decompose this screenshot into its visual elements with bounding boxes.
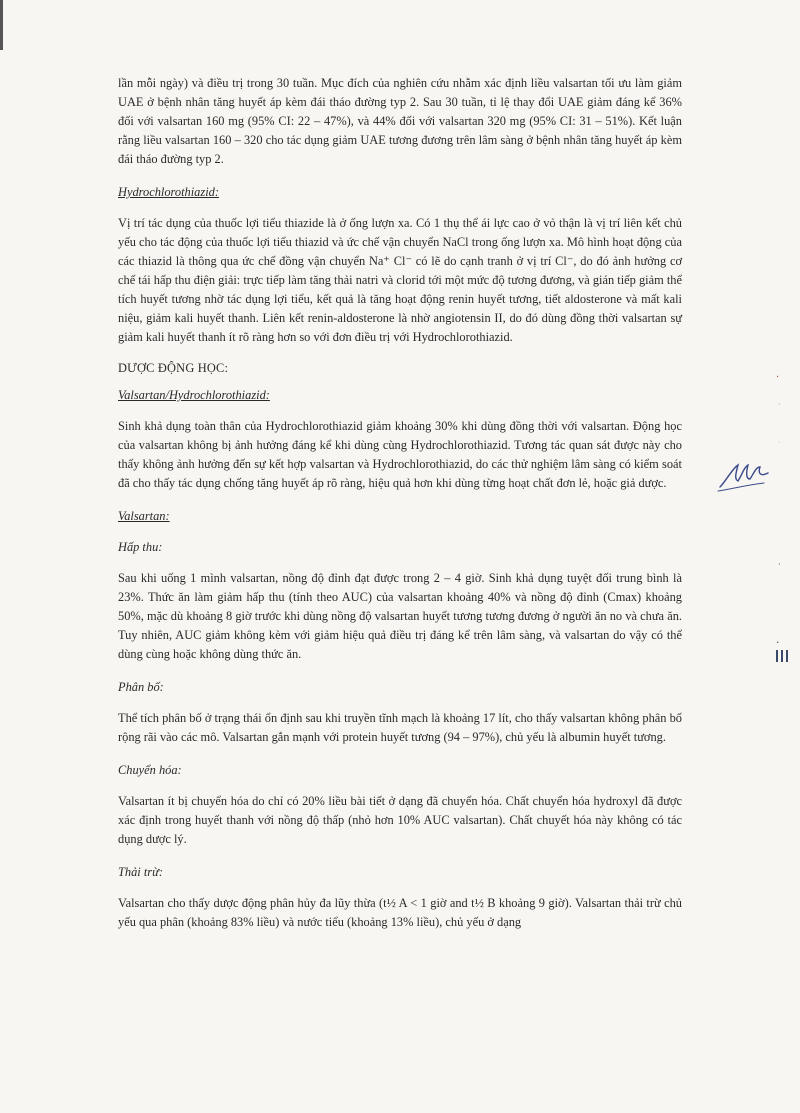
margin-stamp-fragment [776,650,778,662]
heading-elimination: Thải trừ: [118,865,163,879]
paragraph-combo-bioavailability: Sinh khả dụng toàn thân của Hydrochlorothiazid giảm khoảng 30% khi dùng đồng thời với valsartan. Động học của valsartan không bị ảnh hưởng đáng kể khi dùng cùng Hydrochlorothiazid. Tương tác quan sát được này cho thấy không ảnh hưởng đến sự kết hợp valsartan và Hydrochlorothiazid, do các thử nghiệm lâm sàng có kiểm soát đã cho thấy tác dụng chống tăng huyết áp rõ ràng, hiệu quả hơn khi dùng từng hoạt chất đơn lẻ, hoặc giả dược. [118,419,682,490]
paragraph-distribution: Thể tích phân bố ở trạng thái ổn định sau khi truyền tĩnh mạch là khoảng 17 lít, cho thấy valsartan không phân bố rộng rãi vào các mô. Valsartan gắn mạnh với protein huyết tương (94 – 97%), chủ yếu là albumin huyết tương. [118,711,682,744]
margin-stamp-fragment [786,650,788,662]
margin-stamp-fragment: · [776,372,780,383]
margin-stamp-fragment: · [778,560,781,570]
paragraph-metabolism: Valsartan ít bị chuyển hóa do chỉ có 20% liều bài tiết ở dạng đã chuyển hóa. Chất chuyển hóa hydroxyl đã được xác định trong huyết thanh với nồng độ thấp (nhỏ hơn 10% AUC valsartan). Chất chuyết hóa này không có tác dụng dược lý. [118,794,682,846]
heading-distribution: Phân bố: [118,680,164,694]
heading-pharmacokinetics: DƯỢC ĐỘNG HỌC: [118,361,229,375]
heading-valsartan-hctz: Valsartan/Hydrochlorothiazid: [118,388,270,402]
signature-icon [716,455,772,495]
paragraph-hctz-mechanism: Vị trí tác dụng của thuốc lợi tiểu thiazide là ở ống lượn xa. Có 1 thụ thể ái lực cao ở vỏ thận là vị trí liên kết chủ yếu cho tác động của thuốc lợi tiểu thiazid và ức chế vận chuyển NaCl trong ống lượn xa. Mô hình hoạt động của các thiazid là thông qua ức chế đồng vận chuyển Na⁺ Cl⁻ có lẽ do cạnh tranh ở vị trí Cl⁻, do đó ảnh hưởng cơ chế tái hấp thu điện giải: trực tiếp làm tăng thải natri và clorid tới một mức độ tương đương, và gián tiếp giảm thể tích huyết tương nhờ tác dụng lợi tiểu, kết quả là tăng hoạt động renin huyết tương, tiết aldosterone và mất kali niệu, giảm kali huyết thanh. Liên kết renin-aldosterone là nhờ angiotensin II, do đó dùng đồng thời valsartan sự giảm kali huyết thanh ít rõ ràng hơn so với đơn điều trị với Hydrochlorothiazid. [118,216,682,344]
margin-stamp-fragment: · [776,636,780,649]
scan-edge-mark [0,0,3,50]
paragraph-uae-study: lần mỗi ngày) và điều trị trong 30 tuần. Mục đích của nghiên cứu nhằm xác định liều valsartan tối ưu làm giảm UAE ở bệnh nhân tăng huyết áp kèm đái tháo đường typ 2. Sau 30 tuần, tỉ lệ thay đổi UAE giảm đáng kể 36% đối với valsartan 160 mg (95% CI: 22 – 47%), và 44% đối với valsartan 320 mg (95% CI: 31 – 51%). Kết luận rằng liều valsartan 160 – 320 cho tác dụng giảm UAE tương đương trên lâm sàng ở bệnh nhân tăng huyết áp kèm đái tháo đường typ 2. [118,76,682,166]
paragraph-absorption: Sau khi uống 1 mình valsartan, nồng độ đỉnh đạt được trong 2 – 4 giờ. Sinh khả dụng tuyệt đối trung bình là 23%. Thức ăn làm giảm hấp thu (tính theo AUC) của valsartan khoảng 40% và nồng độ đỉnh (Cmax) khoảng 50%, mặc dù khoảng 8 giờ trước khi dùng nồng độ valsartan huyết tương tương đương ở người ăn no và chưa ăn. Tuy nhiên, AUC giảm không kèm với giảm hiệu quả điều trị đáng kể trên lâm sàng, và valsartan do vậy có thể dùng cùng hoặc không dùng thức ăn. [118,571,682,661]
heading-metabolism: Chuyển hóa: [118,763,182,777]
margin-stamp-fragment: · [778,400,781,409]
heading-absorption: Hấp thu: [118,540,163,554]
paragraph-elimination: Valsartan cho thấy dược động phân hủy đa lũy thừa (t½ A < 1 giờ and t½ B khoảng 9 giờ). Valsartan thải trừ chủ yếu qua phân (khoảng 83% liều) và nước tiểu (khoảng 13% liều), chủ yếu ở dạng [118,896,682,929]
heading-hydrochlorothiazid: Hydrochlorothiazid: [118,185,219,199]
margin-stamp-fragment [781,650,783,662]
heading-valsartan: Valsartan: [118,509,170,523]
document-body [118,74,682,932]
margin-stamp-fragment: · [778,438,781,447]
